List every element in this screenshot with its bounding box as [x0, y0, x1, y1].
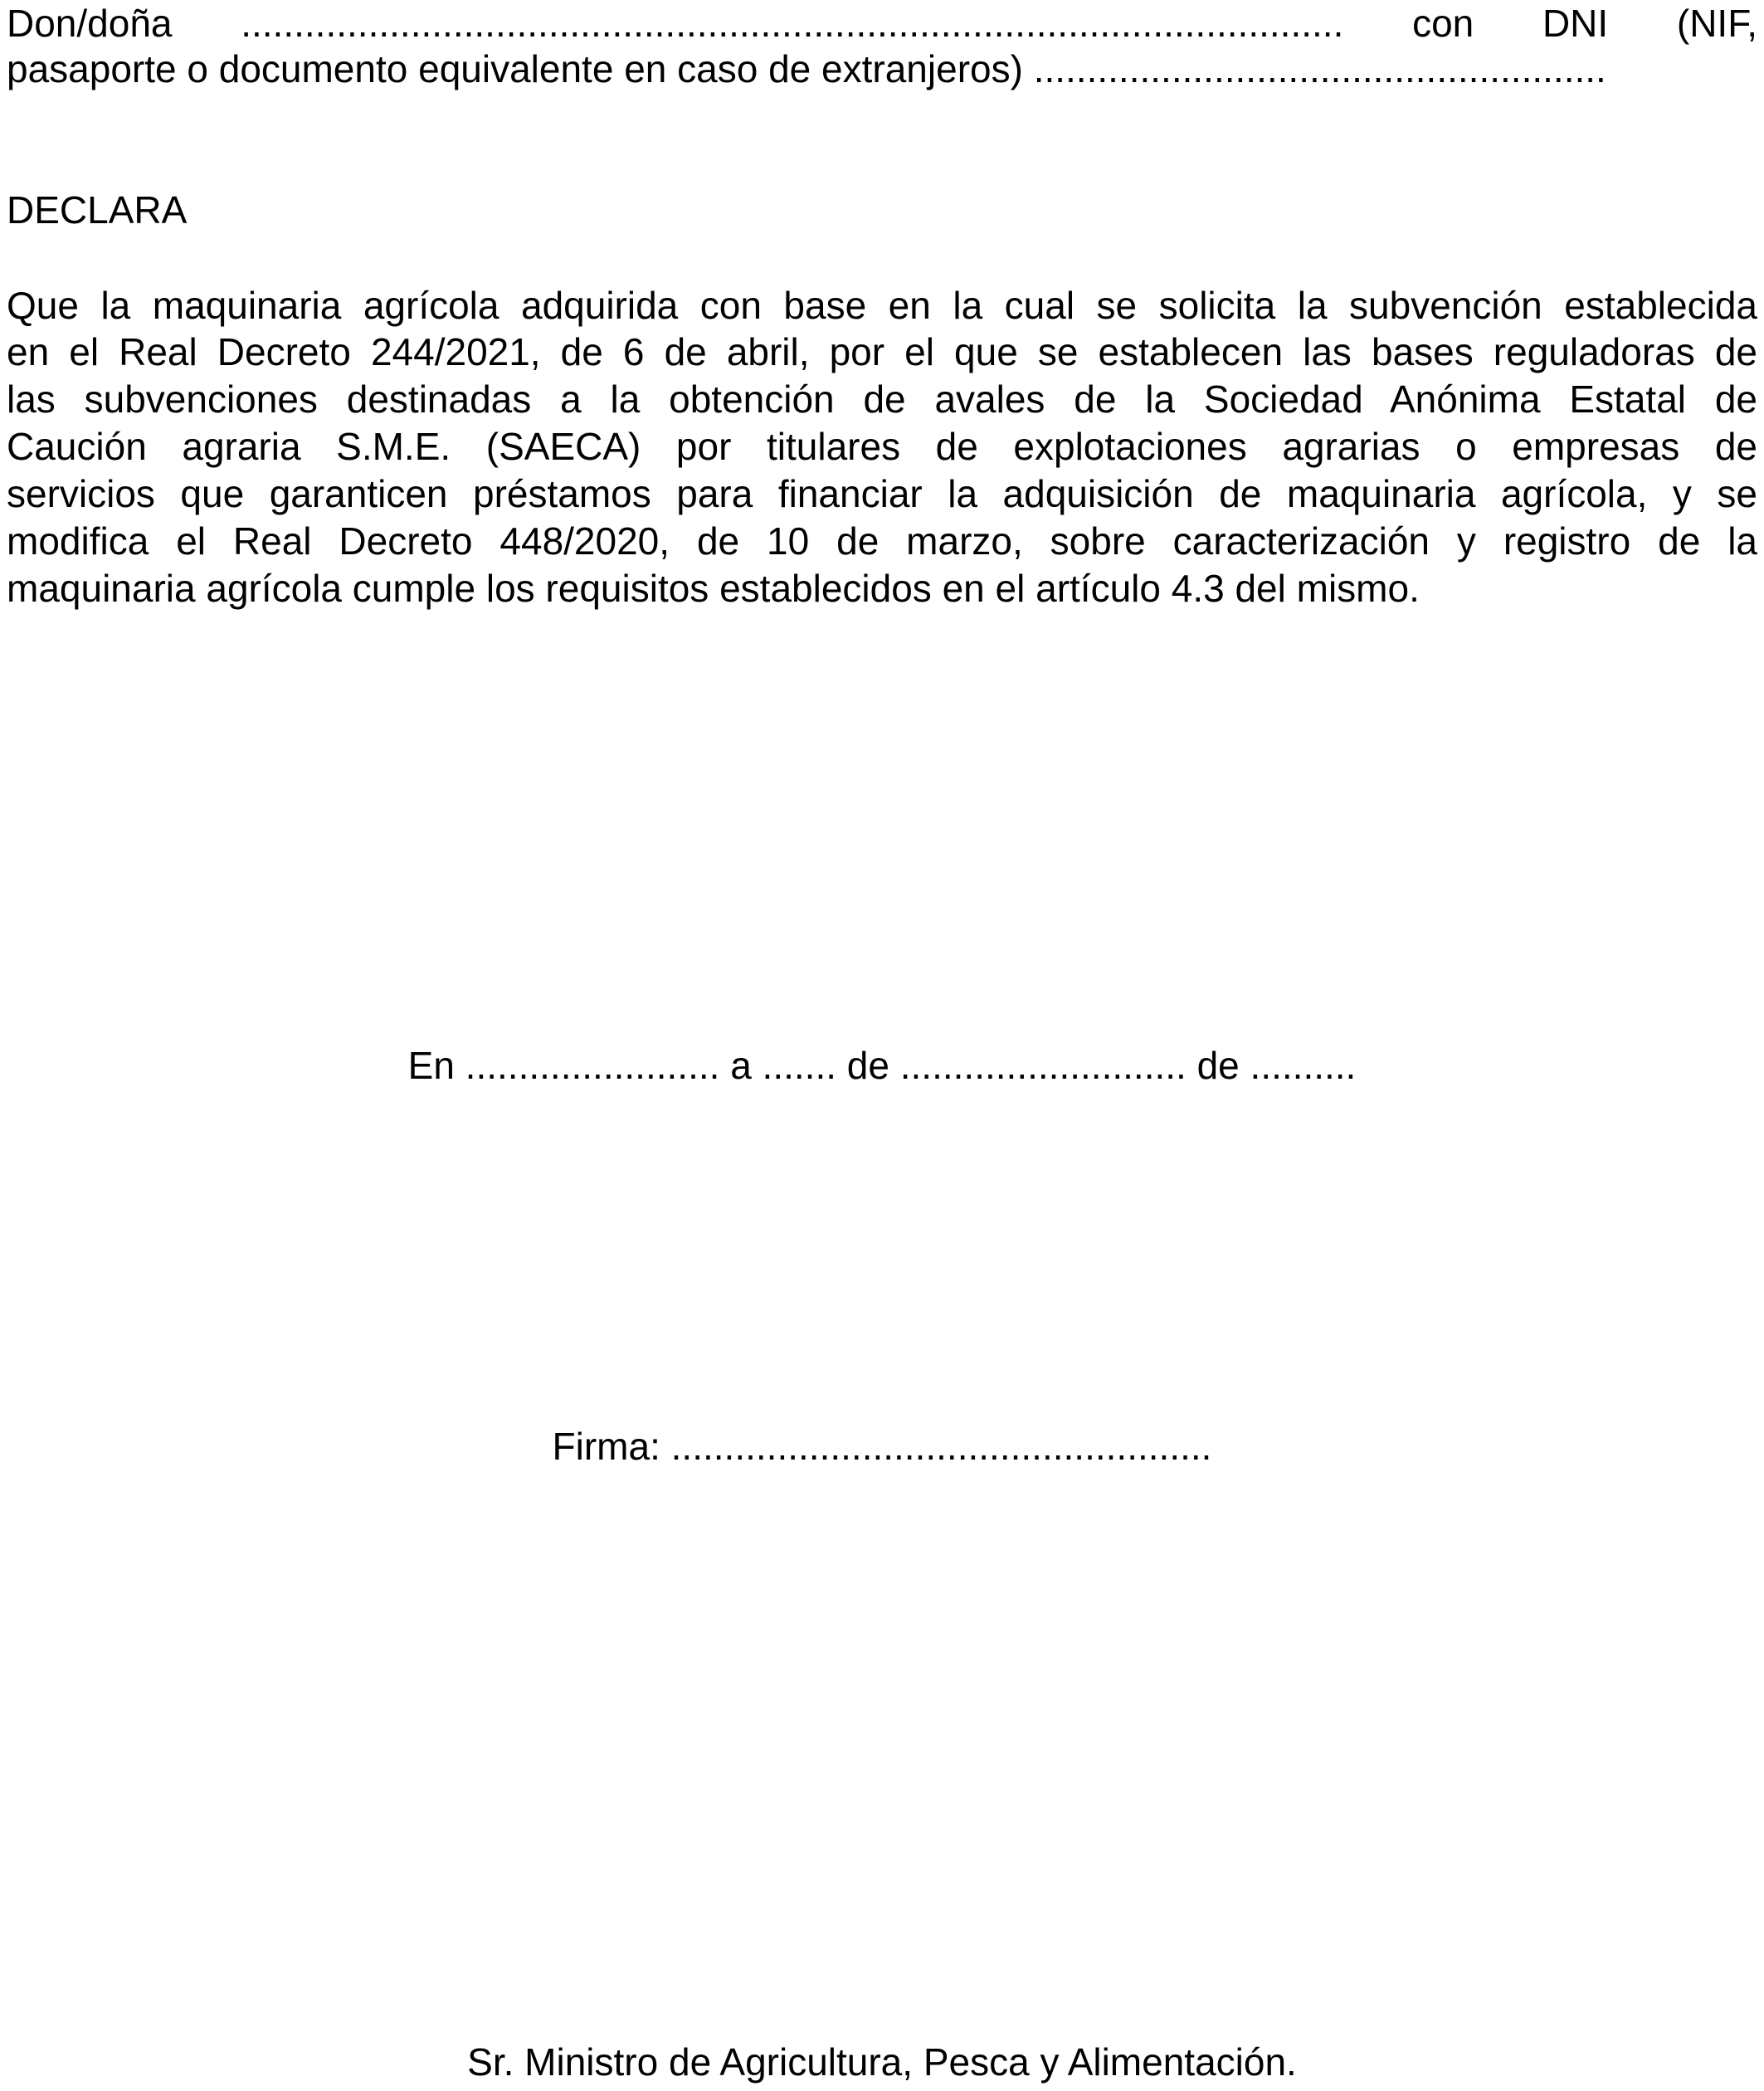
declarant-id-line: pasaporte o documento equivalente en caso de extranjeros) ...................................................... — [7, 47, 1606, 90]
signature-line: Firma: ................................................... — [552, 1425, 1212, 1468]
declaration-paragraph-line: modifica el Real Decreto 448/2020, de 10 de marzo, sobre caracterización y registro de la — [7, 519, 1757, 563]
declara-heading: DECLARA — [7, 188, 188, 232]
declaration-paragraph-line: maquinaria agrícola cumple los requisitos establecidos en el artículo 4.3 del mismo. — [7, 567, 1420, 610]
declaration-paragraph-line: Que la maquinaria agrícola adquirida con base en la cual se solicita la subvención establecida — [7, 284, 1757, 327]
declaration-paragraph-line: las subvenciones destinadas a la obtención de avales de la Sociedad Anónima Estatal de — [7, 378, 1757, 421]
place-date-line: En ........................ a ....... de ........................... de .......... — [407, 1044, 1357, 1087]
declaration-paragraph-line: en el Real Decreto 244/2021, de 6 de abril, por el que se establecen las bases reguladoras de — [7, 330, 1757, 373]
declaration-paragraph-line: Caución agraria S.M.E. (SAECA) por titulares de explotaciones agrarias o empresas de — [7, 425, 1757, 468]
addressee-line: Sr. Ministro de Agricultura, Pesca y Alimentación. — [467, 2040, 1297, 2084]
declaration-paragraph-line: servicios que garanticen préstamos para financiar la adquisición de maquinaria agrícola, y se — [7, 472, 1757, 515]
declarant-name-line: Don/doña ........................................................................................................ con DNI (NIF, — [7, 2, 1757, 45]
